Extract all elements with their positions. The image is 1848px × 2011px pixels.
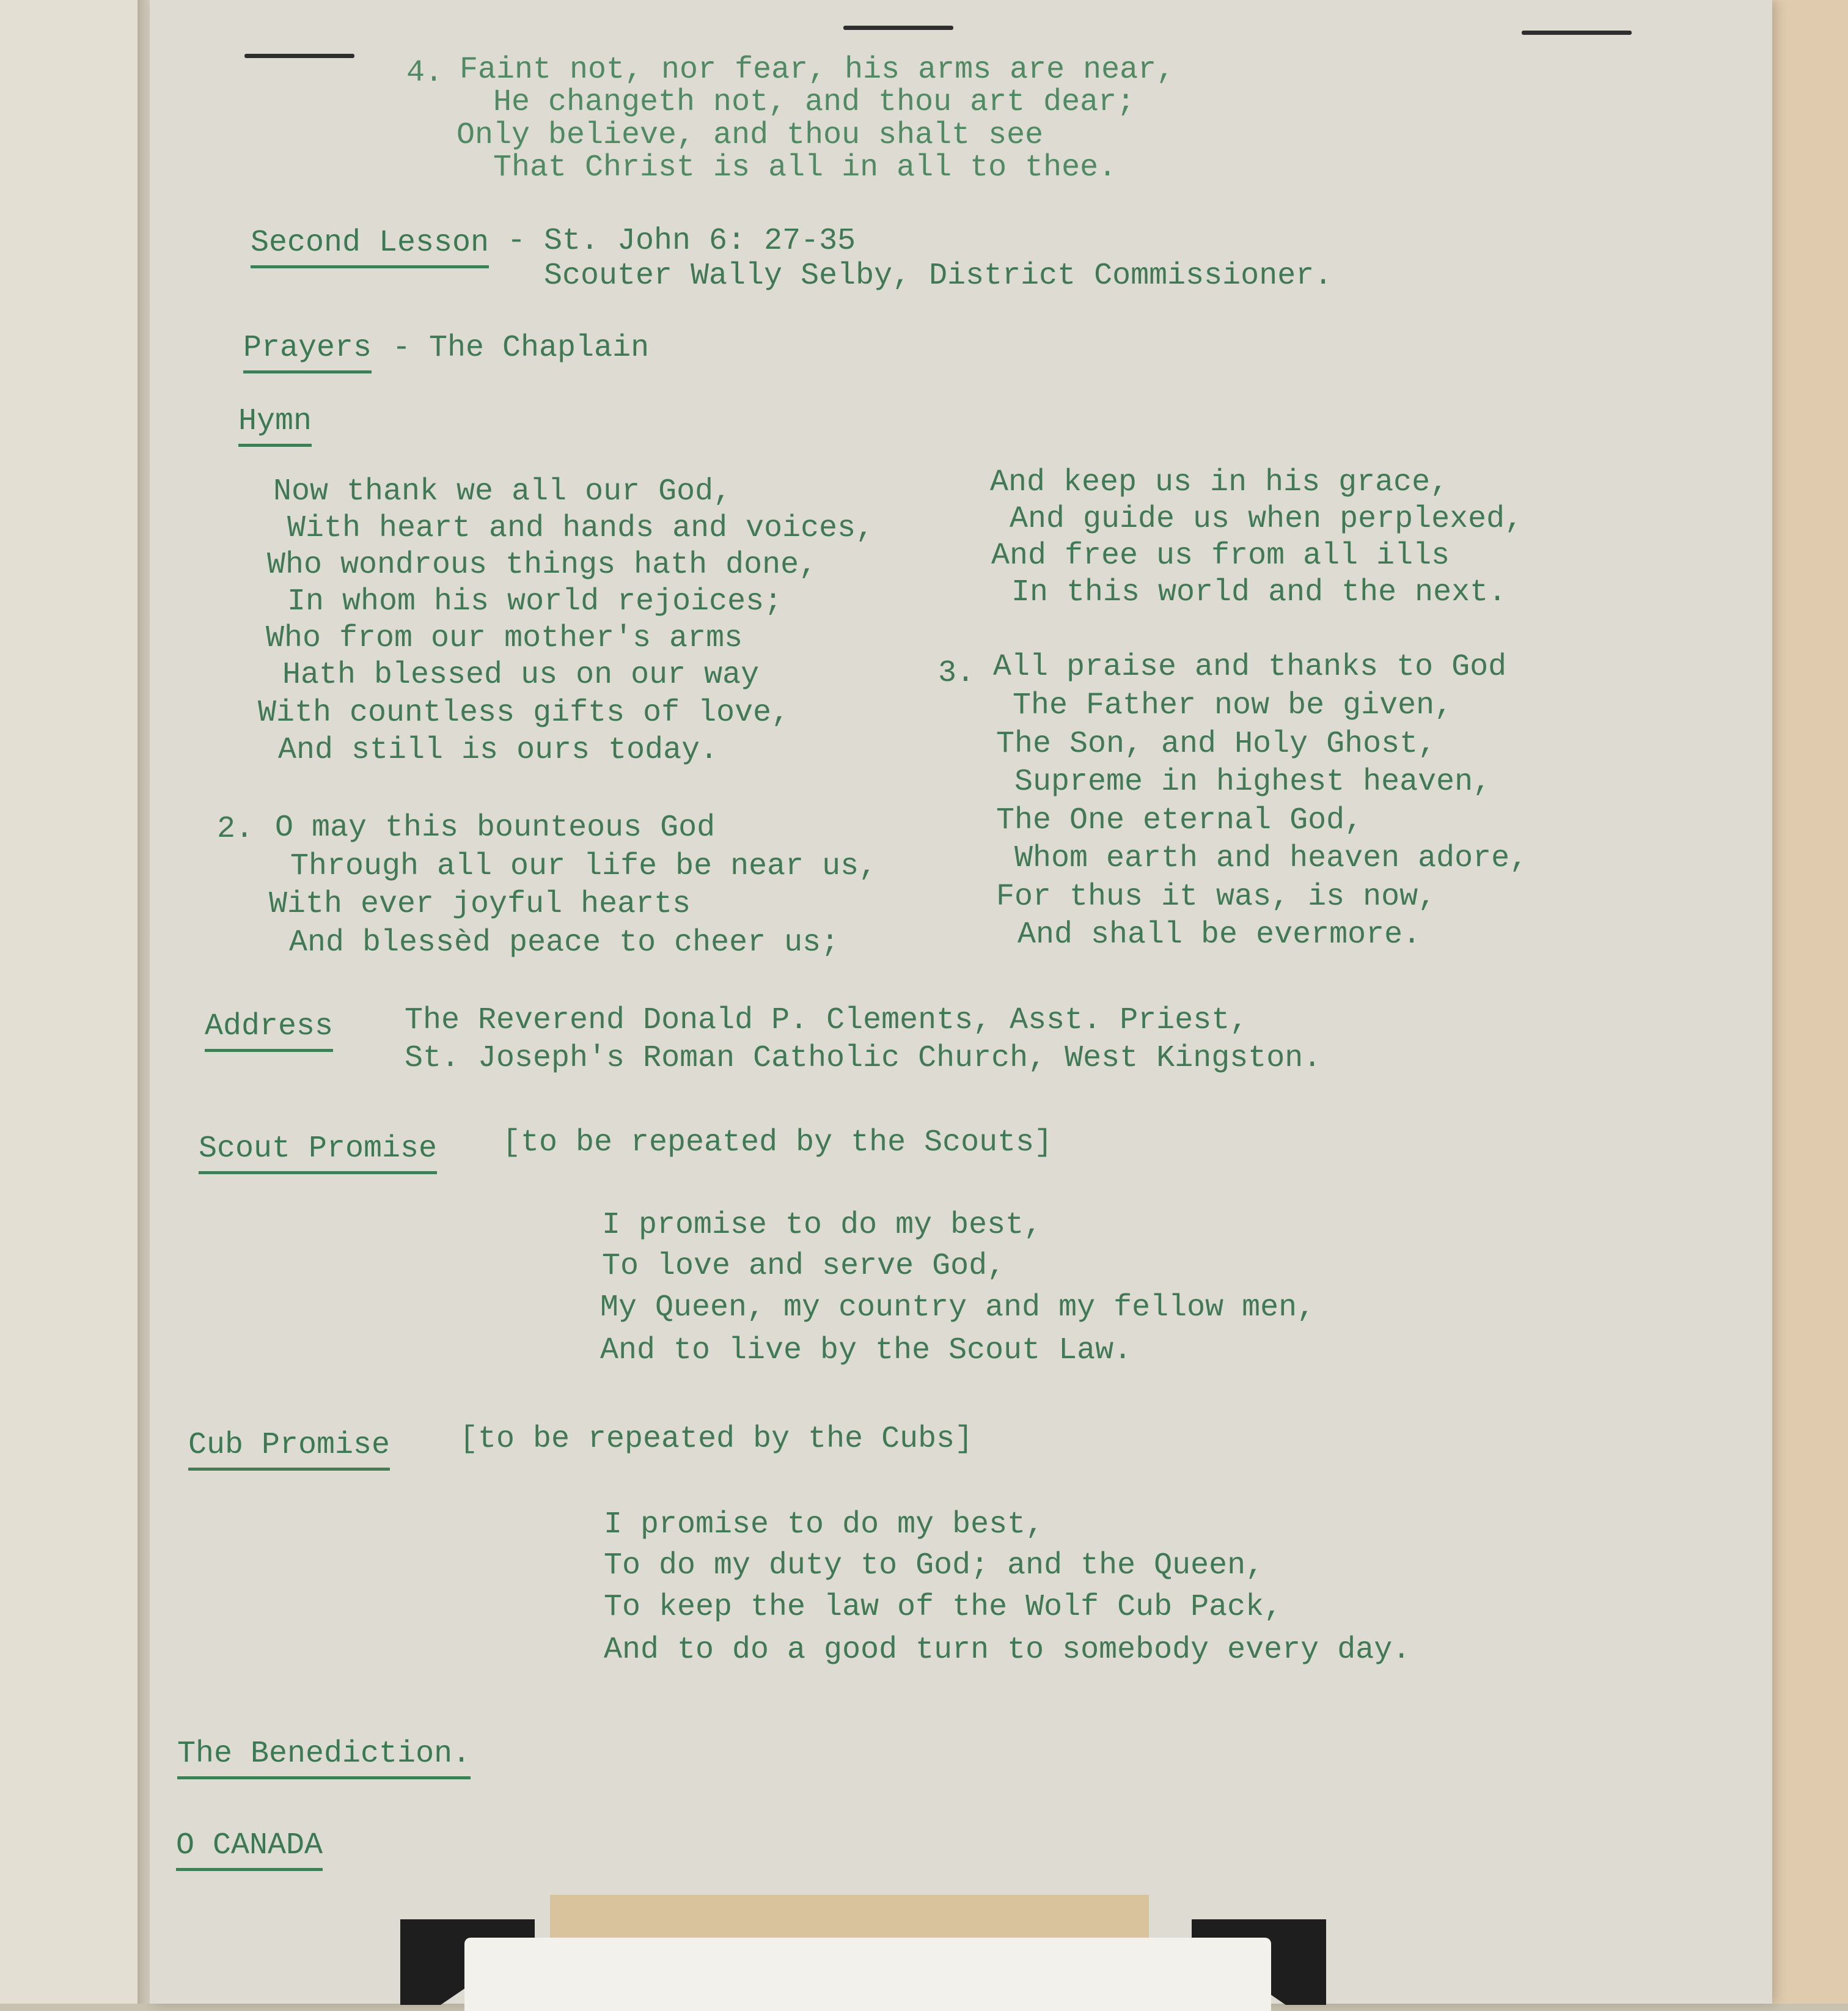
page-binding-edge (138, 0, 151, 2004)
cub-promise-heading: Cub Promise (188, 1427, 390, 1471)
hymn-verse2-line-5: And keep us in his grace, (990, 465, 1449, 500)
prayers-heading: Prayers (243, 330, 372, 373)
hymn-verse3-line-2: The Father now be given, (1013, 688, 1453, 723)
cub-promise-line-3: To keep the law of the Wolf Cub Pack, (604, 1590, 1283, 1625)
program-sheet (150, 0, 1772, 2004)
hymn-verse1-line-2: With heart and hands and voices, (287, 511, 875, 546)
second-lesson-reference: - St. John 6: 27-35 (489, 224, 856, 259)
prayers-detail: - The Chaplain (374, 331, 650, 366)
background-board (1772, 0, 1848, 2004)
hymn-verse2-line-1: O may this bounteous God (275, 811, 716, 845)
stanza4-line-2: He changeth not, and thou art dear; (493, 85, 1135, 120)
top-dash-right (1522, 31, 1632, 35)
hymn-verse1-line-8: And still is ours today. (278, 733, 719, 768)
hymn-verse2-line-2: Through all our life be near us, (290, 849, 878, 884)
hymn-verse2-line-3: With ever joyful hearts (269, 887, 691, 922)
address-line-1: The Reverend Donald P. Clements, Asst. Priest, (405, 1003, 1248, 1038)
hymn-verse3-line-1: All praise and thanks to God (993, 650, 1507, 685)
hymn-verse2-line-4: And blessèd peace to cheer us; (289, 925, 840, 960)
address-heading: Address (205, 1009, 333, 1052)
adjacent-page (0, 0, 144, 2004)
hymn-verse1-line-3: Who wondrous things hath done, (267, 548, 818, 583)
white-card (464, 1938, 1271, 2011)
benediction-heading: The Benediction. (177, 1736, 471, 1779)
hymn-verse3-line-5: The One eternal God, (996, 803, 1363, 838)
scout-promise-line-1: I promise to do my best, (602, 1208, 1043, 1243)
scout-promise-heading: Scout Promise (199, 1131, 437, 1174)
stanza4-line-3: Only believe, and thou shalt see (457, 118, 1044, 153)
stanza4-number: 4. (406, 56, 444, 90)
top-dash-center (843, 26, 953, 30)
hymn-verse3-line-7: For thus it was, is now, (996, 880, 1437, 914)
scout-promise-line-4: And to live by the Scout Law. (600, 1333, 1132, 1368)
cub-promise-line-2: To do my duty to God; and the Queen, (604, 1548, 1264, 1583)
stanza4-line-1: Faint not, nor fear, his arms are near, (460, 53, 1175, 87)
hymn-verse3-line-6: Whom earth and heaven adore, (1014, 841, 1528, 876)
cub-promise-line-1: I promise to do my best, (604, 1507, 1044, 1542)
cub-promise-note: [to be repeated by the Cubs] (460, 1422, 974, 1457)
hymn-verse2-line-8: In this world and the next. (1011, 575, 1507, 610)
top-dash-left (244, 54, 354, 58)
hymn-verse1-line-4: In whom his world rejoices; (287, 584, 783, 619)
second-lesson-reader: Scouter Wally Selby, District Commissioner. (544, 259, 1333, 293)
address-line-2: St. Joseph's Roman Catholic Church, West Kingston. (405, 1041, 1322, 1076)
hymn-verse1-line-5: Who from our mother's arms (266, 621, 743, 656)
hymn-verse1-line-6: Hath blessed us on our way (282, 658, 760, 693)
cub-promise-line-4: And to do a good turn to somebody every day. (604, 1633, 1411, 1667)
scout-promise-note: [to be repeated by the Scouts] (502, 1125, 1053, 1160)
hymn-verse2-line-7: And free us from all ills (991, 539, 1450, 573)
hymn-verse3-line-3: The Son, and Holy Ghost, (996, 727, 1437, 762)
o-canada-heading: O CANADA (176, 1828, 323, 1871)
hymn-verse1-line-7: With countless gifts of love, (258, 696, 790, 730)
hymn-heading: Hymn (238, 403, 312, 447)
second-lesson-heading: Second Lesson (251, 225, 489, 268)
hymn-verse1-line-1: Now thank we all our God, (273, 474, 732, 509)
hymn-verse3-number: 3. (938, 656, 975, 691)
hymn-verse3-line-8: And shall be evermore. (1018, 917, 1421, 952)
hymn-verse2-number: 2. (217, 812, 254, 847)
scout-promise-line-3: My Queen, my country and my fellow men, (600, 1290, 1316, 1325)
stanza4-line-4: That Christ is all in all to thee. (493, 150, 1117, 185)
hymn-verse3-line-4: Supreme in highest heaven, (1014, 765, 1492, 800)
hymn-verse2-line-6: And guide us when perplexed, (1010, 502, 1524, 537)
scout-promise-line-2: To love and serve God, (602, 1249, 1006, 1284)
